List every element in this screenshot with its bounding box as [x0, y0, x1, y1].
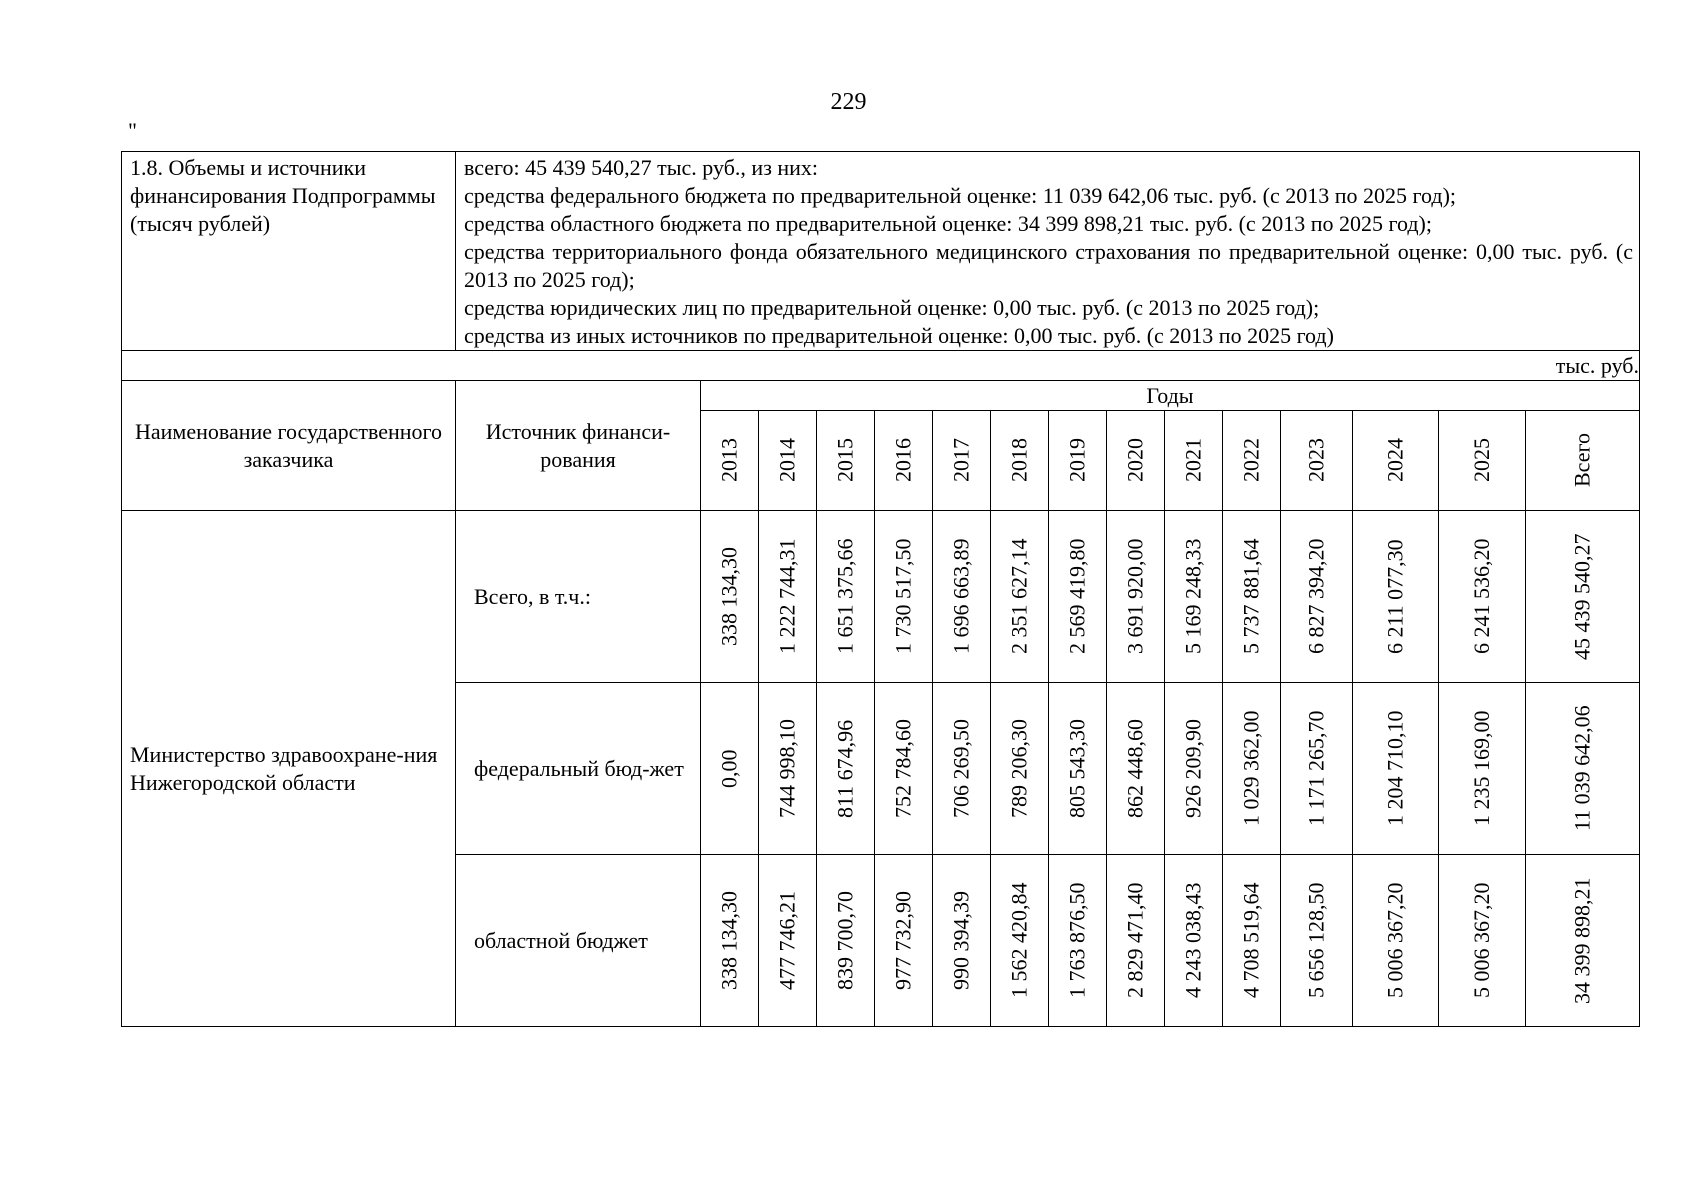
value-cell — [1439, 511, 1526, 683]
value-text: 1 763 876,50 — [1064, 882, 1090, 999]
value-text: 862 448,60 — [1122, 719, 1148, 818]
value-cell — [933, 683, 991, 855]
unit-row — [122, 351, 1640, 381]
value-cell — [1049, 683, 1107, 855]
value-text: 839 700,70 — [832, 891, 858, 990]
year-header — [759, 411, 817, 511]
value-text: 6 211 077,30 — [1382, 539, 1408, 654]
value-text: 2 829 471,40 — [1122, 882, 1148, 999]
passport-line: средства из иных источников по предварительной оценке: 0,00 тыс. руб. (с 2013 по 2025 год) — [464, 323, 1334, 348]
value-cell — [1353, 511, 1439, 683]
value-text: 3 691 920,00 — [1122, 538, 1148, 655]
value-cell — [933, 855, 991, 1027]
value-text: 5 006 367,20 — [1469, 882, 1494, 999]
source-name: федеральный бюд-жет — [456, 683, 701, 855]
value-cell — [759, 511, 817, 683]
value-text: 4 708 519,64 — [1238, 882, 1264, 999]
value-cell — [933, 511, 991, 683]
passport-text — [456, 152, 1640, 351]
value-cell — [1165, 511, 1223, 683]
value-cell — [817, 683, 875, 855]
value-cell — [759, 855, 817, 1027]
year-label: 2024 — [1382, 438, 1408, 483]
value-text: 1 696 663,89 — [948, 538, 974, 655]
value-cell — [991, 683, 1049, 855]
value-text: 2 569 419,80 — [1064, 538, 1090, 655]
value-cell — [1281, 855, 1353, 1027]
year-header — [1439, 411, 1526, 511]
passport-line: средства областного бюджета по предварительной оценке: 34 399 898,21 тыс. руб. (с 2013 по 2025 год); — [464, 211, 1432, 236]
year-header — [1049, 411, 1107, 511]
passport-line: средства федерального бюджета по предварительной оценке: 11 039 642,06 тыс. руб. (с 2013 по 2025 год); — [464, 183, 1457, 208]
value-text: 5 737 881,64 — [1238, 538, 1264, 655]
value-text: 811 674,96 — [832, 719, 858, 818]
year-label: 2022 — [1238, 438, 1264, 483]
value-cell — [817, 511, 875, 683]
value-cell — [701, 683, 759, 855]
passport-label: 1.8. Объемы и источники финансирования Подпрограммы (тысяч рублей) — [122, 152, 456, 351]
value-text: 990 394,39 — [948, 891, 974, 990]
year-header — [1223, 411, 1281, 511]
year-label: 2013 — [716, 438, 742, 483]
year-label: 2020 — [1122, 438, 1148, 483]
value-cell — [1049, 855, 1107, 1027]
value-text: 789 206,30 — [1006, 719, 1032, 818]
value-text: 706 269,50 — [948, 719, 974, 818]
header-row-years — [122, 381, 1640, 411]
value-text: 2 351 627,14 — [1006, 538, 1032, 655]
passport-line: средства юридических лиц по предварительной оценке: 0,00 тыс. руб. (с 2013 по 2025 год); — [464, 295, 1320, 320]
year-header — [933, 411, 991, 511]
year-header — [1353, 411, 1439, 511]
value-text: 744 998,10 — [774, 719, 800, 818]
year-header — [1165, 411, 1223, 511]
value-cell — [759, 683, 817, 855]
value-text: 1 222 744,31 — [774, 538, 800, 655]
value-cell — [1049, 511, 1107, 683]
value-cell — [1107, 855, 1165, 1027]
financing-table — [121, 151, 1640, 1027]
value-cell — [1353, 683, 1439, 855]
value-text: 926 209,90 — [1180, 719, 1206, 818]
year-label: Всего — [1569, 433, 1595, 488]
value-cell — [1353, 855, 1439, 1027]
column-header-years: Годы — [701, 381, 1640, 411]
year-header — [875, 411, 933, 511]
value-cell — [1439, 683, 1526, 855]
value-text: 34 399 898,21 — [1569, 877, 1595, 1004]
value-cell — [1526, 683, 1640, 855]
value-text: 1 204 710,10 — [1382, 710, 1408, 827]
value-text: 977 732,90 — [890, 891, 916, 990]
passport-line: всего: 45 439 540,27 тыс. руб., из них: — [464, 155, 819, 180]
year-header — [817, 411, 875, 511]
value-cell — [1107, 683, 1165, 855]
value-cell — [875, 855, 933, 1027]
value-text: 11 039 642,06 — [1569, 705, 1595, 832]
value-cell — [701, 511, 759, 683]
value-cell — [701, 855, 759, 1027]
source-name: областной бюджет — [456, 855, 701, 1027]
value-cell — [875, 683, 933, 855]
year-header — [1107, 411, 1165, 511]
value-text: 5 656 128,50 — [1303, 882, 1329, 999]
value-cell — [817, 855, 875, 1027]
year-label: 2025 — [1469, 438, 1494, 483]
value-text: 752 784,60 — [890, 719, 916, 818]
value-text: 1 730 517,50 — [890, 538, 916, 655]
year-label: 2016 — [890, 438, 916, 483]
value-text: 338 134,30 — [716, 547, 742, 646]
year-label: 2023 — [1303, 438, 1329, 483]
value-text: 6 241 536,20 — [1469, 538, 1494, 655]
value-text: 1 562 420,84 — [1006, 882, 1032, 999]
value-cell — [1107, 511, 1165, 683]
value-cell — [1165, 855, 1223, 1027]
year-label: 2021 — [1180, 438, 1206, 483]
value-cell — [1526, 511, 1640, 683]
value-cell — [1223, 683, 1281, 855]
unit-label: тыс. руб. — [122, 351, 1640, 381]
year-header — [991, 411, 1049, 511]
source-name: Всего, в т.ч.: — [456, 511, 701, 683]
year-label: 2018 — [1006, 438, 1032, 483]
value-text: 5 169 248,33 — [1180, 538, 1206, 655]
value-cell — [1526, 855, 1640, 1027]
value-text: 805 543,30 — [1064, 719, 1090, 818]
value-text: 1 651 375,66 — [832, 538, 858, 655]
value-text: 338 134,30 — [716, 891, 742, 990]
value-text: 1 029 362,00 — [1238, 710, 1264, 827]
value-cell — [1223, 511, 1281, 683]
page-number: 229 — [830, 89, 867, 115]
value-text: 1 235 169,00 — [1469, 710, 1494, 827]
customer-name: Министерство здравоохране-ния Нижегородской области — [122, 511, 456, 1027]
year-header — [1281, 411, 1353, 511]
passport-row — [122, 152, 1640, 351]
value-text: 4 243 038,43 — [1180, 882, 1206, 999]
column-header-customer: Наименование государственного заказчика — [122, 381, 456, 511]
value-cell — [1281, 683, 1353, 855]
value-text: 0,00 — [716, 749, 742, 788]
value-cell — [991, 855, 1049, 1027]
value-text: 45 439 540,27 — [1569, 533, 1595, 660]
value-cell — [1165, 683, 1223, 855]
year-label: 2014 — [774, 438, 800, 483]
year-header — [701, 411, 759, 511]
value-text: 5 006 367,20 — [1382, 882, 1408, 999]
value-cell — [1281, 511, 1353, 683]
value-text: 477 746,21 — [774, 891, 800, 990]
value-cell — [1223, 855, 1281, 1027]
year-label: 2017 — [948, 438, 974, 483]
value-text: 6 827 394,20 — [1303, 538, 1329, 655]
opening-quote-mark: " — [128, 118, 137, 143]
year-label: 2015 — [832, 438, 858, 483]
value-text: 1 171 265,70 — [1303, 710, 1329, 827]
year-label: 2019 — [1064, 438, 1090, 483]
year-header — [1526, 411, 1640, 511]
passport-line: средства территориального фонда обязательного медицинского страхования по предварительной оценке: 0,00 тыс. руб. (с 2013 по 2025 год); — [464, 239, 1633, 292]
value-cell — [991, 511, 1049, 683]
value-cell — [875, 511, 933, 683]
value-cell — [1439, 855, 1526, 1027]
table-row-total — [122, 511, 1640, 683]
column-header-source: Источник финанси-рования — [456, 381, 701, 511]
